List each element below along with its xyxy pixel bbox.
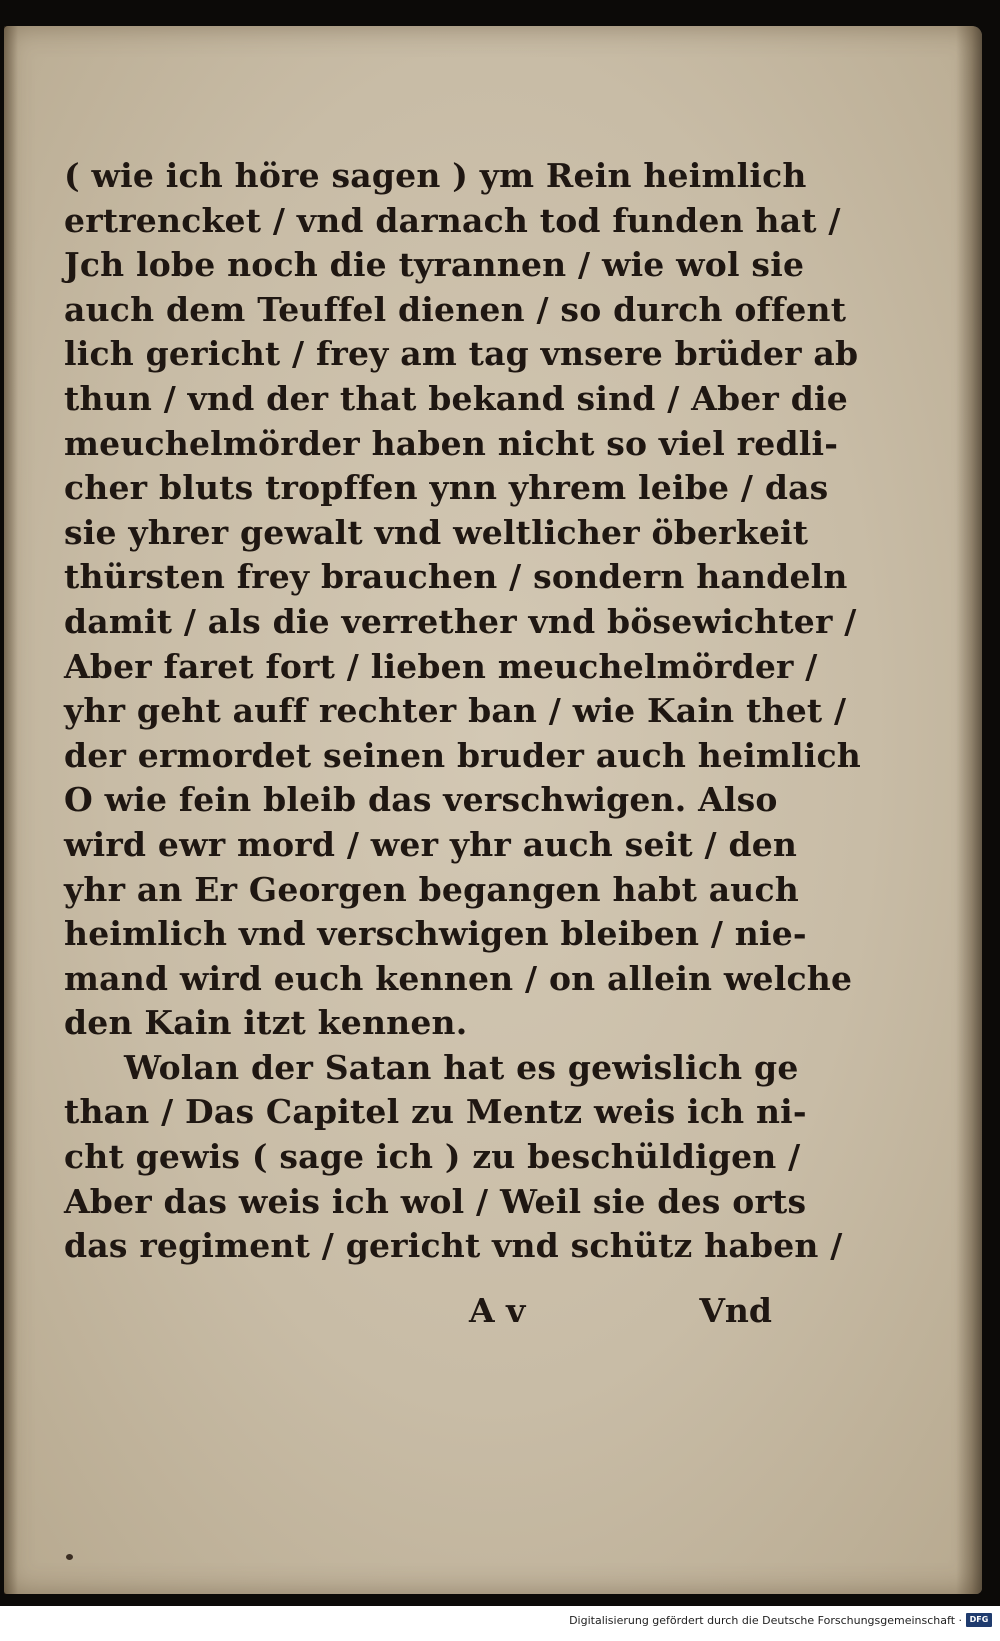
text-line: yhr an Er Georgen begangen habt auch [64,869,799,909]
body-text [64,154,861,1269]
text-line: thun / vnd der that bekand sind / Aber die [64,378,848,418]
signature-mark: A v [469,1291,526,1330]
text-line: thürsten frey brauchen / sondern handeln [64,557,848,597]
text-line: ( wie ich höre sagen ) ym Rein heimlich [64,156,807,195]
text-line: Jch lobe noch die tyrannen / wie wol sie [64,245,805,285]
page-edge-shadow [956,26,982,1594]
text-line: O wie fein bleib das verschwigen. Also [64,780,778,820]
dfg-credit-text: Digitalisierung gefördert durch die Deutsche Forschungsgemeinschaft · [569,1614,962,1627]
page-footer-line [64,1291,784,1335]
dfg-logo-icon: DFG [966,1613,992,1627]
book-page [4,26,982,1594]
text-line: Aber faret fort / lieben meuchelmörder / [64,646,818,686]
text-line: cht gewis ( sage ich ) zu beschüldigen / [64,1137,801,1177]
text-line: cher bluts tropffen ynn yhrem leibe / das [64,468,829,508]
text-line: den Kain itzt kennen. [64,1003,468,1043]
text-line: heimlich vnd verschwigen bleiben / nie- [64,914,807,954]
text-line: auch dem Teuffel dienen / so durch offent [64,289,847,329]
text-line: sie yhrer gewalt vnd weltlicher öberkeit [64,512,809,552]
digitization-footer [0,1606,1000,1641]
text-line: than / Das Capitel zu Mentz weis ich ni- [64,1092,807,1132]
text-line: yhr geht auff rechter ban / wie Kain thet / [64,691,847,731]
text-line: das regiment / gericht vnd schütz haben / [64,1226,843,1266]
paragraph-start-line: Wolan der Satan hat es gewislich ge [124,1047,799,1087]
catchword: Vnd [699,1291,772,1330]
text-line: lich gericht / frey am tag vnsere brüder ab [64,334,859,374]
text-line: wird ewr mord / wer yhr auch seit / den [64,824,798,864]
text-line: ertrencket / vnd darnach tod funden hat / [64,200,841,240]
ink-speck [66,1554,73,1560]
text-line: damit / als die verrether vnd bösewichter / [64,601,857,641]
text-line: Aber das weis ich wol / Weil sie des orts [64,1181,807,1221]
page-gutter-shadow [4,26,18,1594]
text-line: der ermordet seinen bruder auch heimlich [64,735,861,775]
text-line: mand wird euch kennen / on allein welche [64,958,853,998]
text-line: meuchelmörder haben nicht so viel redli- [64,423,839,463]
